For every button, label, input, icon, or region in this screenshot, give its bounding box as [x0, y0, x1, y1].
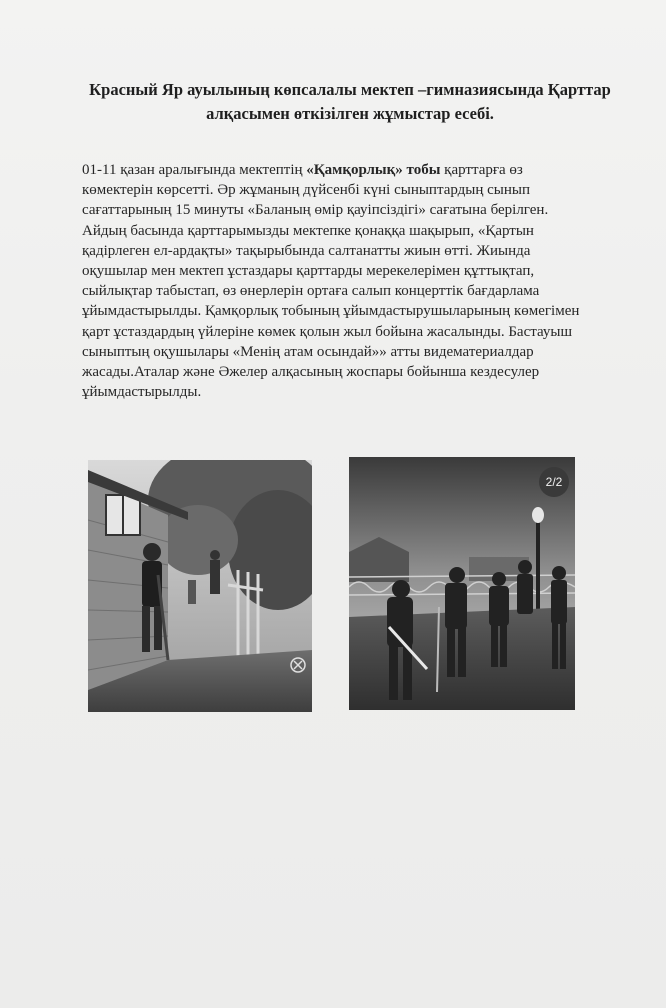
paragraph-line: оқушылар мен мектеп ұстаздары қарттарды мерекелерімен құттықтап, — [82, 263, 535, 280]
photo-students-planting-trees — [349, 457, 575, 710]
paragraph-line: Айдың басында қарттарымызды мектепке қонаққа шақырып, «Қартын — [82, 222, 534, 239]
paragraph-line: сыныптың оқушылары «Менің атам осындай»» атты видематериалдар — [82, 343, 534, 360]
paragraph-line-1-start: 01-11 қазан аралығында мектептің — [82, 162, 307, 178]
title-line-1: Красный Яр ауылының көпсалалы мектеп –гимназиясында Қарттар — [89, 80, 611, 99]
paragraph-line: қарт ұстаздардың үйлеріне көмек қолын жыл бойына жасалынды. Бастауыш — [82, 323, 573, 340]
paragraph-line-1 — [82, 160, 642, 180]
report-paragraph — [82, 160, 642, 402]
paragraph-line: көмектерін көрсетті. Әр жұманың дүйсенбі күні сыныптардың сынып — [82, 182, 531, 199]
photo-students-gardening-house — [88, 460, 312, 712]
paragraph-line: ұйымдастырылды. — [82, 384, 202, 401]
paragraph-line: қадірлеген ел-ардақты» тақырыбында салтанатты жиын өтті. Жиында — [82, 242, 531, 259]
paragraph-line: жасады.Аталар және Әжелер алқасының жоспары бойынша кездесулер — [82, 364, 540, 381]
document-title — [60, 78, 640, 126]
paragraph-line: сағаттарының 15 минуты «Баланың өмір қауіпсіздігі» сағатына берілген. — [82, 202, 549, 219]
title-line-2: алқасымен өткізілген жұмыстар есебі. — [206, 104, 494, 123]
paragraph-group-name: «Қамқорлық» тобы — [306, 162, 441, 178]
paragraph-line: сыйлықтар табыстап, өз өнерлерін ортаға салып концерттік бағдарлама — [82, 283, 540, 300]
photo-counter-badge[interactable]: 2/2 — [539, 467, 569, 497]
photo-1-image — [88, 460, 312, 712]
photo-2-image — [349, 457, 575, 710]
paragraph-line: ұйымдастырылды. Қамқорлық тобының ұйымдастырушыларының көмегімен — [82, 303, 580, 320]
paragraph-line-1-end: қарттарға өз — [440, 162, 523, 178]
